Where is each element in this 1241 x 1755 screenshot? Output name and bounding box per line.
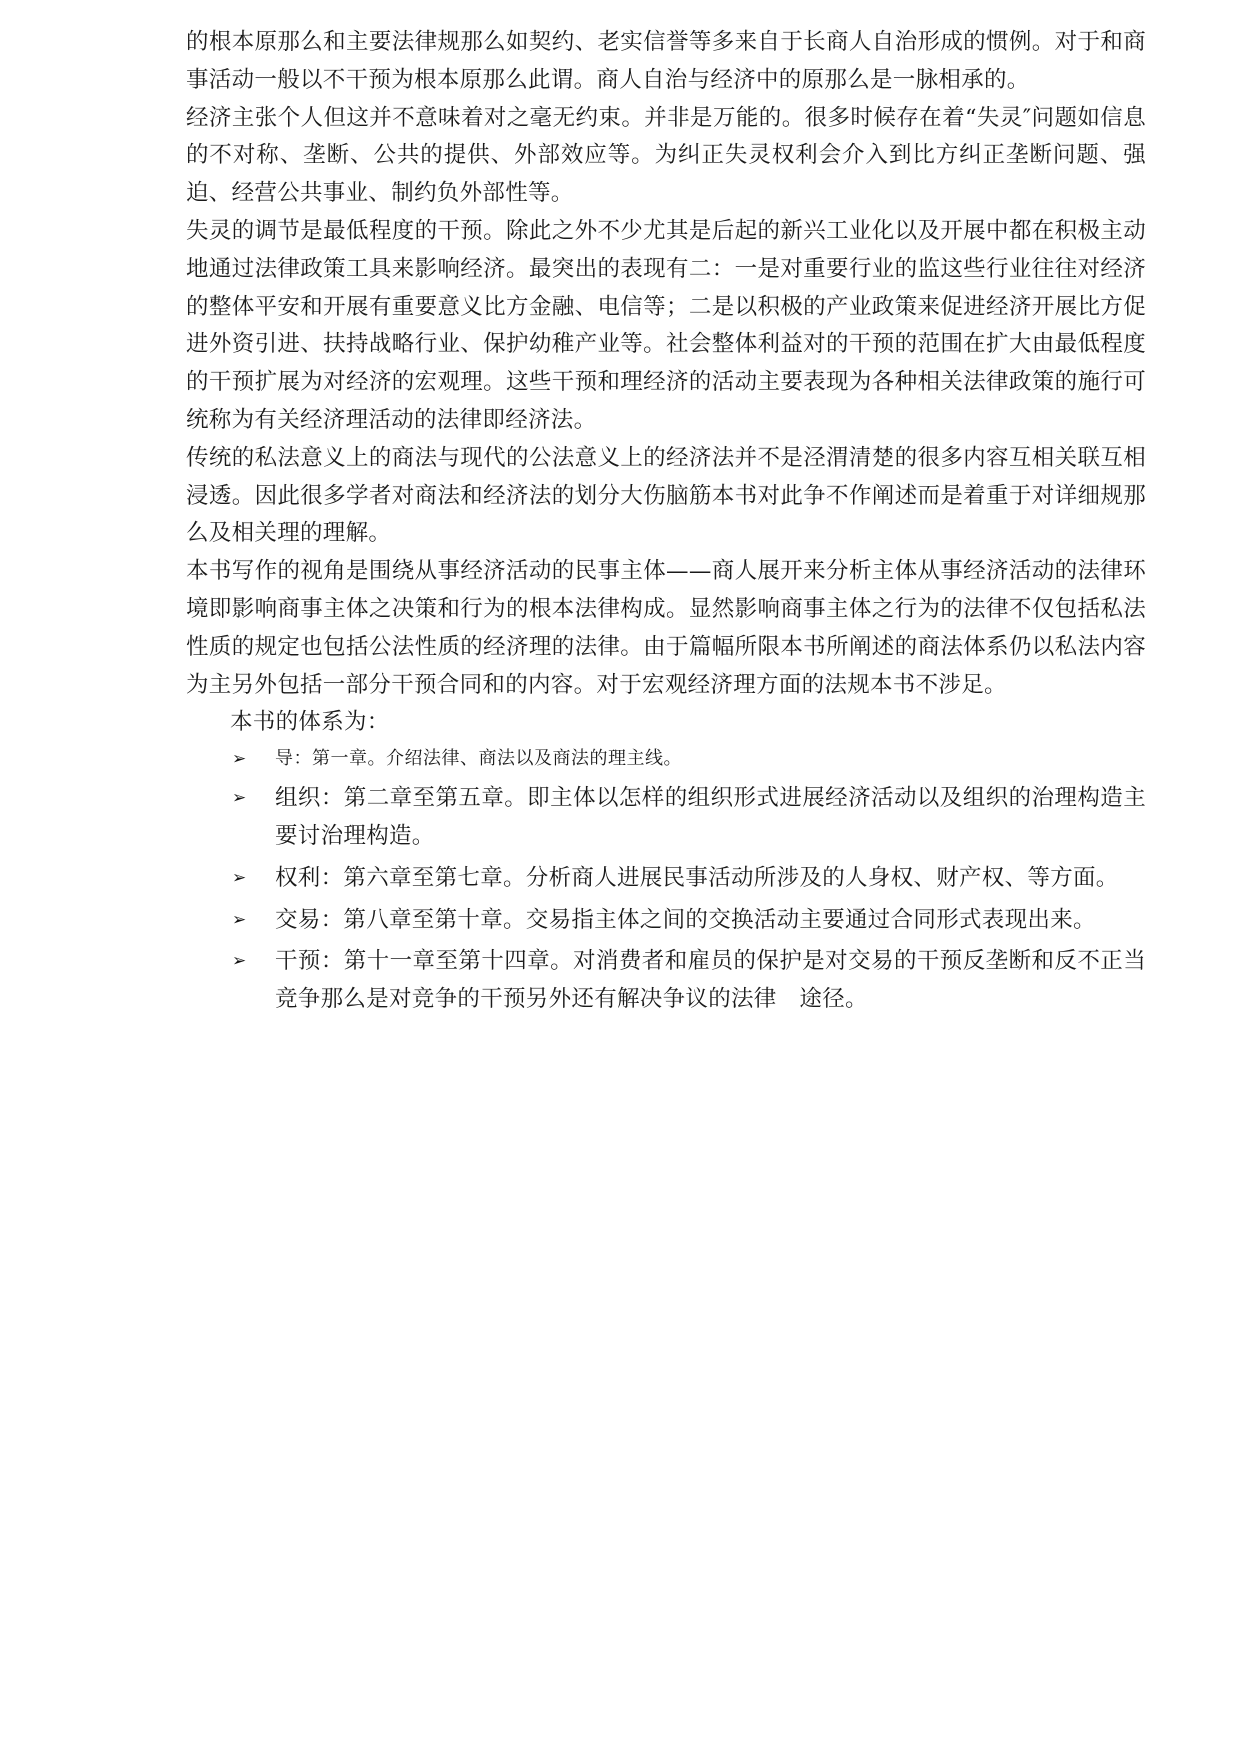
list-item xyxy=(186,902,1146,940)
list-item xyxy=(186,780,1146,856)
outline-intro: 本书的体系为： xyxy=(230,709,390,736)
paragraph: 传统的私法意义上的商法与现代的公法意义上的经济法并不是泾渭清楚的很多内容互相关联互相浸透。因此很多学者对商法和经济法的划分大伤脑筋本书对此争不作阐述而是着重于对详细规那么及相关理的理解。 xyxy=(186,444,1146,547)
arrow-bullet-icon: ➢ xyxy=(232,867,247,888)
list-item-text: 导：第一章。介绍法律、商法以及商法的理主线。 xyxy=(275,748,682,770)
paragraph: 本书写作的视角是围绕从事经济活动的民事主体——商人展开来分析主体从事经济活动的法律环境即影响商事主体之决策和行为的根本法律构成。显然影响商事主体之行为的法律不仅包括私法性质的规定也包括公法性质的经济理的法律。由于篇幅所限本书所阐述的商法体系仍以私法内容为主另外包括一部分干预合同和的内容。对于宏观经济理方面的法规本书不涉足。 xyxy=(186,558,1146,698)
list-item-text: 权利：第六章至第七章。分析商人进展民事活动所涉及的人身权、财产权、等方面。 xyxy=(275,864,1119,891)
book-outline-list xyxy=(186,742,1146,1019)
arrow-bullet-icon: ➢ xyxy=(232,951,247,972)
arrow-bullet-icon: ➢ xyxy=(232,909,247,930)
list-item xyxy=(186,742,1146,776)
list-item-text: 交易：第八章至第十章。交易指主体之间的交换活动主要通过合同形式表现出来。 xyxy=(275,906,1096,933)
list-item xyxy=(186,860,1146,898)
list-item-text: 组织：第二章至第五章。即主体以怎样的组织形式进展经济活动以及组织的治理构造主要讨治理构造。 xyxy=(275,785,1146,849)
paragraph: 经济主张个人但这并不意味着对之毫无约束。并非是万能的。很多时候存在着“失灵″问题如信息的不对称、垄断、公共的提供、外部效应等。为纠正失灵权利会介入到比方纠正垄断问题、强迫、经营公共事业、制约负外部性等。 xyxy=(186,104,1146,207)
arrow-bullet-icon: ➢ xyxy=(232,788,247,809)
arrow-bullet-icon: ➢ xyxy=(232,749,247,770)
paragraph: 失灵的调节是最低程度的干预。除此之外不少尤其是后起的新兴工业化以及开展中都在积极主动地通过法律政策工具来影响经济。最突出的表现有二：一是对重要行业的监这些行业往往对经济的整体平安和开展有重要意义比方金融、电信等；二是以积极的产业政策来促进经济开展比方促进外资引进、扶持战略行业、保护幼稚产业等。社会整体利益对的干预的范围在扩大由最低程度的干预扩展为对经济的宏观理。这些干预和理经济的活动主要表现为各种相关法律政策的施行可统称为有关经济理活动的法律即经济法。 xyxy=(186,217,1146,433)
list-item xyxy=(186,943,1146,1019)
paragraph: 的根本原那么和主要法律规那么如契约、老实信誉等多来自于长商人自治形成的惯例。对于和商事活动一般以不干预为根本原那么此谓。商人自治与经济中的原那么是一脉相承的。 xyxy=(186,29,1146,93)
list-item-text: 干预：第十一章至第十四章。对消费者和雇员的保护是对交易的干预反垄断和反不正当竞争那么是对竞争的干预另外还有解决争议的法律 途径。 xyxy=(275,948,1146,1013)
document-page xyxy=(186,24,1146,1023)
